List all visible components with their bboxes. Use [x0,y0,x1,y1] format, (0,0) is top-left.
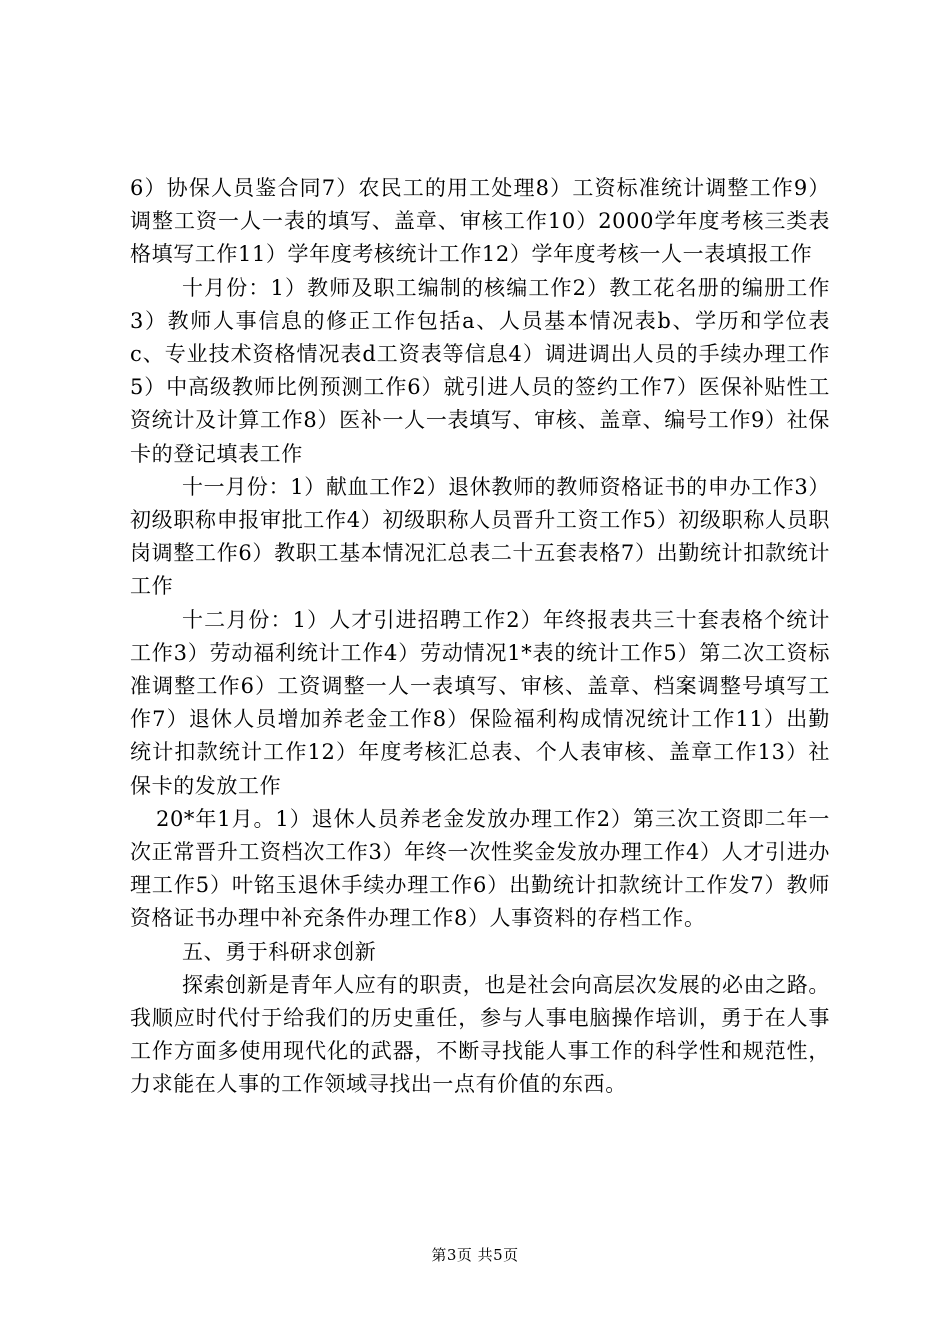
paragraph-innovation: 探索创新是青年人应有的职责，也是社会向高层次发展的必由之路。我顺应时代付于给我们的历史重任，参与人事电脑操作培训，勇于在人事工作方面多使用现代化的武器，不断寻找能人事工作的科学性和规范性，力求能在人事的工作领域寻找出一点有价值的东西。 [130,972,830,1097]
paragraph-november: 十一月份：1）献血工作2）退休教师的教师资格证书的申办工作3）初级职称申报审批工作4）初级职称人员晋升工资工作5）初级职称人员职岗调整工作6）教职工基本情况汇总表二十五套表格7）出勤统计扣款统计工作 [130,474,830,599]
page-footer: 第3页 共5页 [431,1246,519,1264]
document-body [130,172,830,1102]
paragraph-december: 十二月份：1）人才引进招聘工作2）年终报表共三十套表格个统计工作3）劳动福利统计工作4）劳动情况1*表的统计工作5）第二次工资标准调整工作6）工资调整一人一表填写、审核、盖章、档案调整号填写工作7）退休人员增加养老金工作8）保险福利构成情况统计工作11）出勤统计扣款统计工作12）年度考核汇总表、个人表审核、盖章工作13）社保卡的发放工作 [130,607,830,798]
paragraph-january: 20*年1月。1）退休人员养老金发放办理工作2）第三次工资即二年一次正常晋升工资档次工作3）年终一次性奖金发放办理工作4）人才引进办理工作5）叶铭玉退休手续办理工作6）出勤统计扣款统计工作发7）教师资格证书办理中补充条件办理工作8）人事资料的存档工作。 [130,806,830,931]
paragraph-continuation: 6）协保人员鉴合同7）农民工的用工处理8）工资标准统计调整工作9）调整工资一人一表的填写、盖章、审核工作10）2000学年度考核三类表格填写工作11）学年度考核统计工作12）学年度考核一人一表填报工作 [130,176,830,267]
section-heading: 五、勇于科研求创新 [182,939,377,964]
paragraph-october: 十月份：1）教师及职工编制的核编工作2）教工花名册的编册工作3）教师人事信息的修正工作包括a、人员基本情况表b、学历和学位表c、专业技术资格情况表d工资表等信息4）调进调出人员的手续办理工作5）中高级教师比例预测工作6）就引进人员的签约工作7）医保补贴性工资统计及计算工作8）医补一人一表填写、审核、盖章、编号工作9）社保卡的登记填表工作 [130,275,830,466]
